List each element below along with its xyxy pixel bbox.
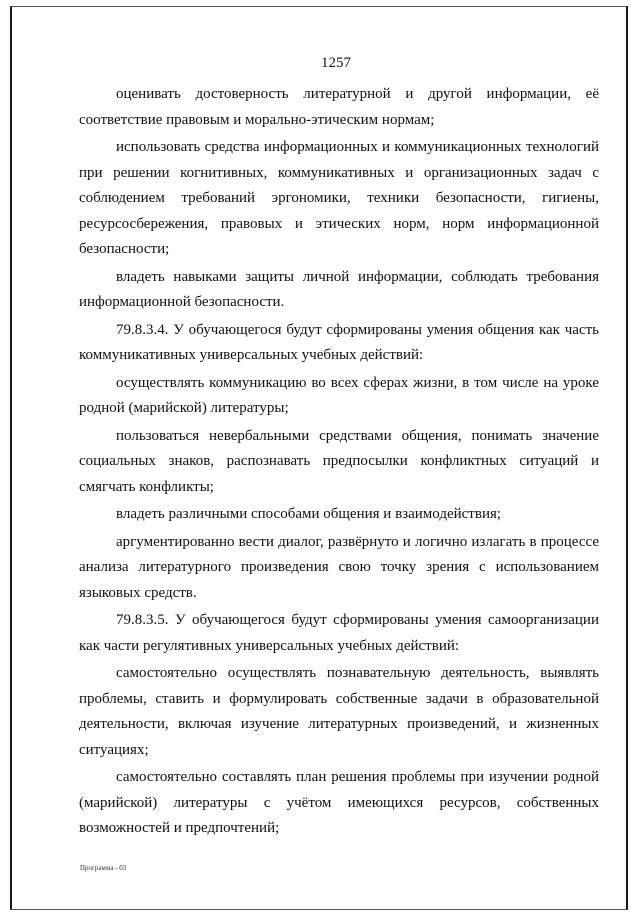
section-paragraph: 79.8.3.5. У обучающегося будут сформированы умения самоорганизации как части регулятивных универсальных учебных действий:: [79, 612, 599, 654]
paragraph: использовать средства информационных и коммуникационных технологий при решении когнитивных, коммуникативных и организационных задач с соблюдением требований эргономики, техники безопасности, гигиены, ресурсосбережения, правовых и этических норм, норм информационной безопасности;: [79, 139, 599, 257]
footer-note: Программа - 03: [80, 864, 127, 872]
page-number: 1257: [321, 55, 351, 71]
paragraph: пользоваться невербальными средствами общения, понимать значение социальных знаков, распознавать предпосылки конфликтных ситуаций и смягчать конфликты;: [79, 427, 599, 495]
section-paragraph: 79.8.3.4. У обучающегося будут сформированы умения общения как часть коммуникативных универсальных учебных действий:: [79, 321, 599, 363]
paragraph: владеть различными способами общения и взаимодействия;: [116, 506, 502, 522]
paragraph: самостоятельно составлять план решения проблемы при изучении родной (марийской) литературы с учётом имеющихся ресурсов, собственных возможностей и предпочтений;: [79, 769, 599, 836]
paragraph: аргументированно вести диалог, развёрнуто и логично излагать в процессе анализа литературного произведения свою точку зрения с использованием языковых средств.: [79, 533, 599, 601]
paragraph: оценивать достоверность литературной и другой информации, её соответствие правовым и морально-этическим нормам;: [79, 86, 599, 128]
paragraph: владеть навыками защиты личной информации, соблюдать требования информационной безопасности.: [79, 268, 599, 310]
document-body: [79, 82, 599, 844]
paragraph: осуществлять коммуникацию во всех сферах жизни, в том числе на уроке родной (марийской) литературы;: [79, 374, 599, 416]
paragraph: самостоятельно осуществлять познавательную деятельность, выявлять проблемы, ставить и формулировать собственные задачи в образовательной деятельности, включая изучение литературных произведений, и жизненных ситуациях;: [79, 665, 599, 758]
